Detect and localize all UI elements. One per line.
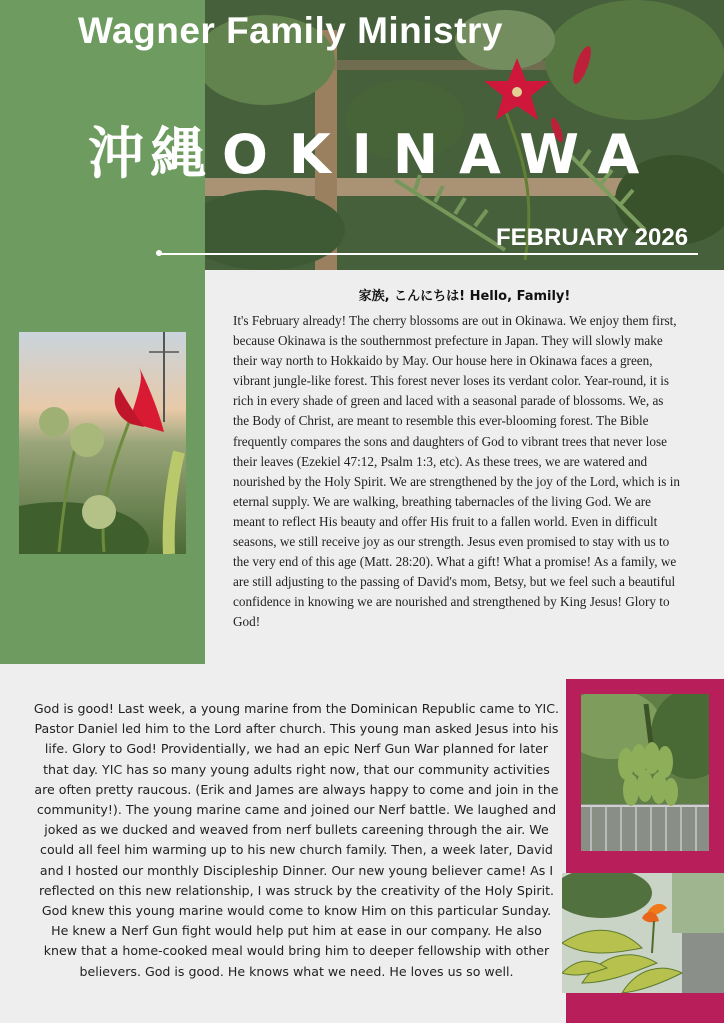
letter-body-text: It's February already! The cherry blossoms are out in Okinawa. We enjoy them first, because Okinawa is the southernmost prefecture in Japan. They will slowly make their way north to Hokkaido by May. Our house here in Okinawa faces a green, vibrant jungle-like forest. This forest never loses its verdant color. Year-round, it is rich in every shade of green and laced with a seasonal parade of blossoms. We, as the Body of Christ, are meant to resemble this ever-blooming forest. The Bible frequently compares the sons and daughters of God to vibrant trees that never lose their leaves (Ezekiel 47:12, Psalm 1:3, etc). As these trees, we are watered and nourished by the Holy Spirit. We are strengthened by the joy of the Lord, which is in eternal supply. We are walking, breathing tabernacles of the living God. We are meant to reflect His beauty and offer His fruit to a fallen world. Even in difficult seasons, we still receive joy as our strength. Jesus even promised to stay with us to the very end of this age (Matt. 28:20). What a gift! What a promise! As a family, we are still adjusting to the passing of David's mom, Betsy, but we feel such a beautiful confidence in knowing we are nourished and strengthened by King Jesus! Glory to God! [233, 313, 680, 630]
date-divider-dot [156, 250, 162, 256]
letter-greeting: 家族, こんにちは! Hello, Family! [358, 289, 571, 304]
story-body-text: God is good! Last week, a young marine from the Dominican Republic came to YIC. Pastor Daniel led him to the Lord after church. This young man asked Jesus into his life. Glory to God! Providentially, we had an epic Nerf Gun War planned for later that day. YIC has so many young adults right now, that our community activities are often pretty raucous. (Erik and James are always happy to come and join in the community!). The young marine came and joined our Nerf battle. We laughed and joked as we ducked and weaved from nerf bullets careening through the air. We could all feel him warming up to his new church family. Then, a week later, David and I hosted our monthly Discipleship Dinner. Our new young believer came! As I reflected on this new relationship, I was struck by the creativity of the Holy Spirit. God knew this young marine would come to know Him on this particular Sunday. He knew a Nerf Gun fight would help put him at ease in our company. He also knew that a home-cooked meal would bring him to deeper fellowship with other believers. God is good. He knows what we need. He loves us so well. [33, 701, 560, 979]
orange-canna-photo [562, 873, 724, 993]
lily-photo [19, 332, 186, 554]
issue-date: FEBRUARY 2026 [496, 224, 689, 251]
region-title-english: OKINAWA [222, 123, 661, 186]
region-title-japanese: 沖縄 [88, 122, 212, 187]
newsletter-title: Wagner Family Ministry [78, 10, 503, 51]
banana-bunch-photo [581, 694, 709, 851]
region-title [88, 110, 660, 190]
date-divider-line [158, 253, 698, 255]
